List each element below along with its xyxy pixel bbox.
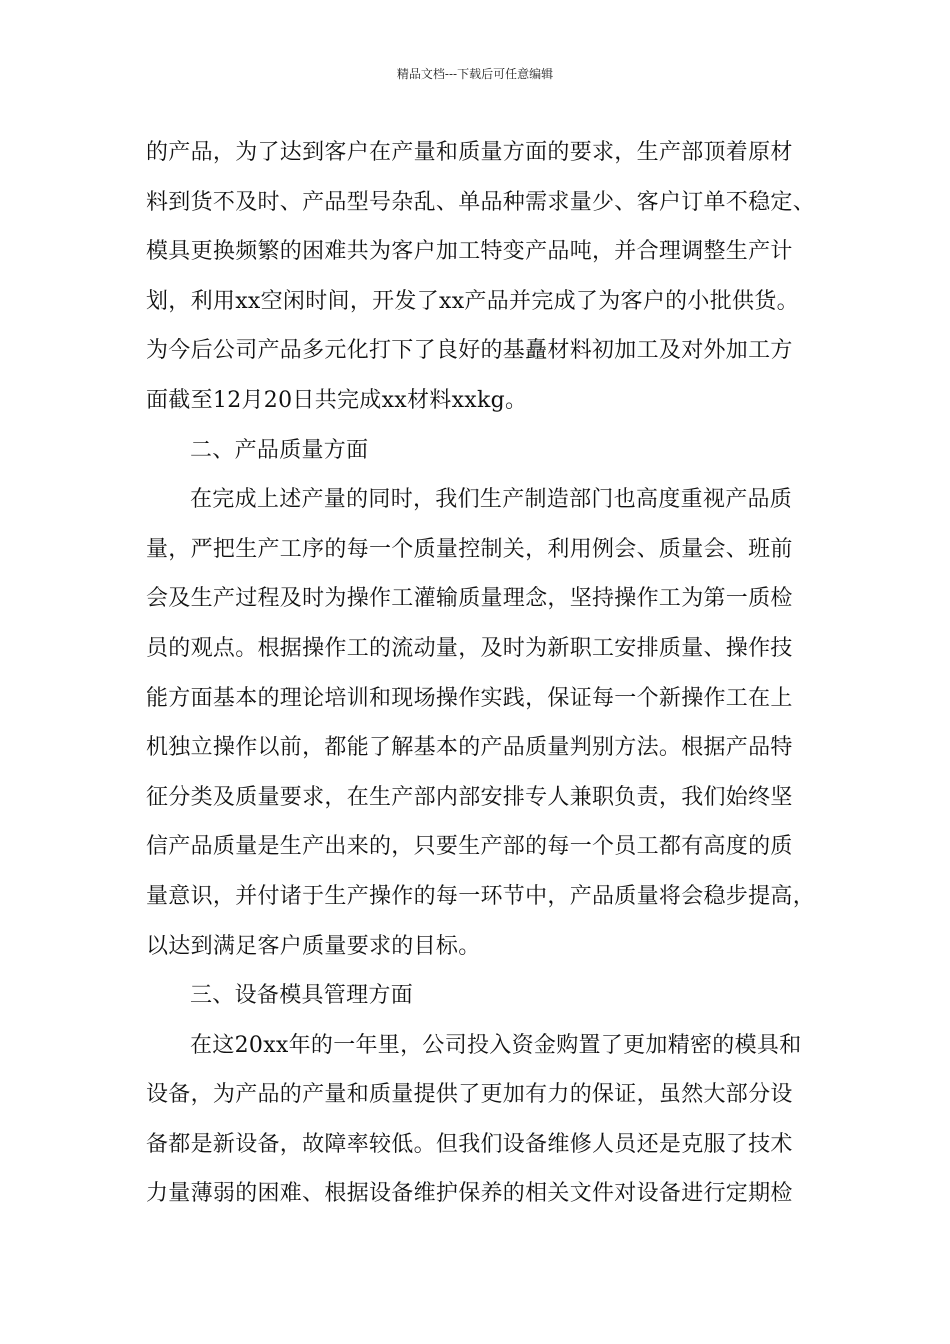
text-line-16: 量意识，并付诸于生产操作的每一环节中，产品质量将会稳步提高， <box>146 883 816 909</box>
text-line-11: 员的观点。根据操作工的流动量，及时为新职工安排质量、操作技 <box>146 635 793 661</box>
text-line-4: 划，利用xx空闲时间，开发了xx产品并完成了为客户的小批供货。 <box>146 288 799 314</box>
text-line-12: 能方面基本的理论培训和现场操作实践，保证每一个新操作工在上 <box>146 685 793 711</box>
text-line-13: 机独立操作以前，都能了解基本的产品质量判别方法。根据产品特 <box>146 735 793 761</box>
text-line-10: 会及生产过程及时为操作工灌输质量理念，坚持操作工为第一质检 <box>146 586 793 612</box>
text-line-21: 备都是新设备，故障率较低。但我们设备维修人员还是克服了技术 <box>146 1131 793 1157</box>
section-heading-quality: 二、产品质量方面 <box>190 437 369 463</box>
text-line-5: 为今后公司产品多元化打下了良好的基矗材料初加工及对外加工方 <box>146 338 793 364</box>
page-header: 精品文档---下载后可任意编辑 <box>396 67 554 81</box>
text-line-6: 面截至12月20日共完成xx材料xxkg。 <box>146 387 528 413</box>
text-line-17: 以达到满足客户质量要求的目标。 <box>146 933 481 959</box>
text-line-3: 模具更换频繁的困难共为客户加工特变产品吨，并合理调整生产计 <box>146 239 793 265</box>
document-body <box>146 128 836 1219</box>
text-line-19: 在这20xx年的一年里，公司投入资金购置了更加精密的模具和 <box>190 1032 802 1058</box>
section-heading-equipment: 三、设备模具管理方面 <box>190 983 414 1009</box>
text-line-1: 的产品，为了达到客户在产量和质量方面的要求，生产部顶着原材 <box>146 140 793 165</box>
text-line-15: 信产品质量是生产出来的，只要生产部的每一个员工都有高度的质 <box>146 834 793 860</box>
text-line-9: 量，严把生产工序的每一个质量控制关，利用例会、质量会、班前 <box>146 536 793 562</box>
text-line-8: 在完成上述产量的同时，我们生产制造部门也高度重视产品质 <box>190 487 793 513</box>
text-line-22: 力量薄弱的困难、根据设备维护保养的相关文件对设备进行定期检 <box>146 1181 793 1207</box>
text-line-14: 征分类及质量要求，在生产部内部安排专人兼职负责，我们始终坚 <box>146 784 793 810</box>
text-line-2: 料到货不及时、产品型号杂乱、单品种需求量少、客户订单不稳定、 <box>146 189 816 215</box>
text-line-20: 设备，为产品的产量和质量提供了更加有力的保证，虽然大部分设 <box>146 1082 793 1108</box>
